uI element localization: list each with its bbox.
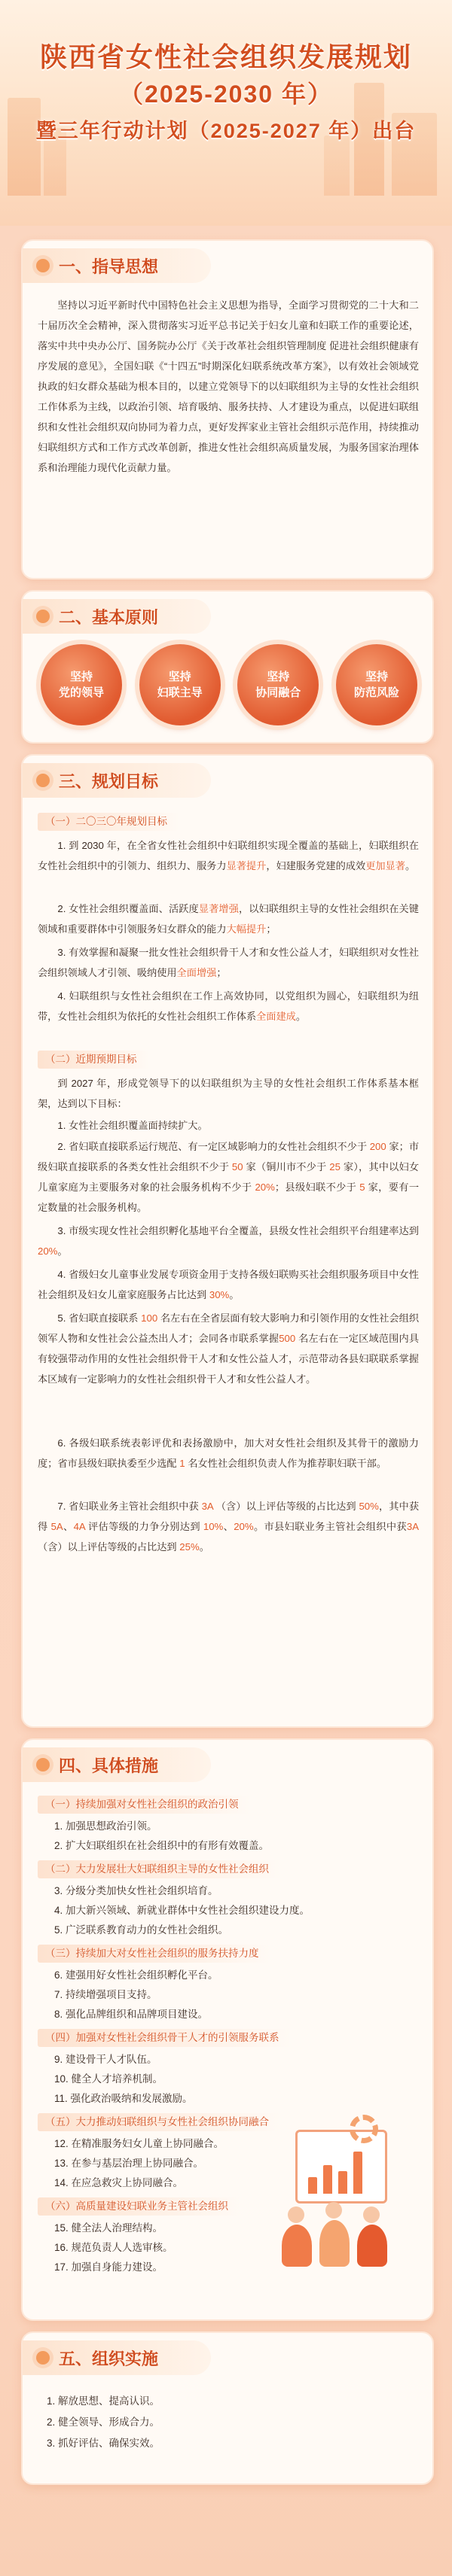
target-item <box>38 1136 419 1218</box>
implementation-item: 2. 健全领导、形成合力。 <box>47 2416 160 2428</box>
section-guiding-ideology <box>21 239 434 579</box>
measure-item: 6. 建强用好女性社会组织孵化平台。 <box>54 1969 218 1981</box>
measure-group-heading: （一）持续加强对女性社会组织的政治引领 <box>38 1796 251 1814</box>
highlight-number: 20% <box>38 1245 58 1257</box>
highlight-text: 全面增强 <box>176 967 217 978</box>
section-title: 三、规划目标 <box>59 771 159 791</box>
highlight-number: 10% <box>203 1521 224 1532</box>
target-item: 1. 女性社会组织覆盖面持续扩大。 <box>57 1120 208 1131</box>
section-title: 五、组织实施 <box>59 2349 159 2368</box>
section-header <box>23 763 211 798</box>
goal-paragraph <box>38 835 419 876</box>
bar-icon <box>308 2177 317 2194</box>
text: ； <box>266 923 276 935</box>
bullet-icon <box>36 259 50 272</box>
people-chart-illustration <box>280 2115 401 2273</box>
text: 家），其中以妇女儿童家庭为主要服务对象的社会服务机构不少于 <box>38 1161 420 1193</box>
target-item <box>38 1496 419 1557</box>
implementation-item: 3. 抓好评估、确保实效。 <box>47 2438 160 2449</box>
measure-item: 1. 加强思想政治引领。 <box>54 1820 157 1832</box>
text: 4. 省级妇女儿童事业发展专项资金用于支持各级妇联购买社会组织服务项目中女性社会组织及妇女儿童家庭服务占比达到 <box>38 1269 419 1300</box>
text: 2. 省妇联直接联系运行规范、有一定区域影响力的女性社会组织不少于 <box>57 1141 368 1152</box>
measure-item: 3. 分级分类加快女性社会组织培育。 <box>54 1885 218 1896</box>
principle-line: 妇联主导 <box>157 686 203 699</box>
highlight-number: 3A <box>406 1521 420 1532</box>
text: ； <box>216 967 227 978</box>
text: 3. 市级实现女性社会组织孵化基地平台全覆盖，县级女性社会组织平台组建率达到 <box>57 1225 419 1236</box>
text: 。 <box>295 1011 307 1022</box>
principle-badge <box>139 644 221 725</box>
principle-line: 坚持 <box>168 671 191 683</box>
person-icon <box>319 2220 350 2267</box>
text: 3. 有效掌握和凝聚一批女性社会组织骨干人才和女性公益人才，妇联组织对女性社会组织领域人才引领、吸纳使用 <box>38 947 419 978</box>
measure-group-heading: （二）大力发展壮大妇联组织主导的女性社会组织 <box>38 1860 281 1878</box>
highlight-number: 25% <box>179 1541 200 1553</box>
measure-item: 8. 强化品牌组织和品牌项目建设。 <box>54 2009 209 2020</box>
highlight-number: 50 <box>231 1161 243 1172</box>
text: 家（铜川市不少于 <box>246 1161 327 1172</box>
bullet-icon <box>36 774 50 787</box>
goal-paragraph <box>38 899 419 939</box>
person-icon <box>357 2225 387 2267</box>
section-planning-goals <box>21 754 434 1728</box>
section-header <box>23 248 211 283</box>
principle-line: 坚持 <box>267 671 290 683</box>
subsection-heading: （一）二〇三〇年规划目标 <box>38 813 179 831</box>
section-basic-principles <box>21 590 434 744</box>
bar-icon <box>353 2152 362 2194</box>
target-item <box>38 1264 419 1305</box>
principle-badge <box>41 644 122 725</box>
measure-group-heading: （四）加强对女性社会组织骨干人才的引领服务联系 <box>38 2029 292 2047</box>
text: 1. 到 2030 年，在全省女性社会组织中妇联组织实现全覆盖的基础上，妇联组织在女性社会组织中的引领力、组织力、服务力 <box>38 840 419 871</box>
text: 4. 妇联组织与女性社会组织在工作上高效协同，以党组织为圆心，妇联组织为纽带，女性社会组织为依托的女性社会组织工作体系 <box>38 990 419 1022</box>
principle-line: 协同融合 <box>255 686 301 699</box>
goal-paragraph <box>38 942 419 983</box>
measure-item: 10. 健全人才培养机制。 <box>54 2073 163 2085</box>
chart-board-icon <box>295 2130 387 2203</box>
person-icon <box>282 2225 312 2267</box>
section-title: 四、具体措施 <box>59 1756 159 1775</box>
text: 5. 省妇联直接联系 <box>57 1312 139 1324</box>
measure-item: 12. 在精准服务妇女儿童上协同融合。 <box>54 2138 224 2149</box>
text: 、 <box>223 1521 234 1532</box>
highlight-number: 30% <box>209 1289 230 1300</box>
text: （含）以上评估等级的占比达到 <box>38 1541 177 1553</box>
text: 家；市级妇联直接联系的各类女性社会组织不少于 <box>38 1141 420 1172</box>
text: 。 <box>229 1289 240 1300</box>
text: 评估等级的力争分别达到 <box>88 1521 200 1532</box>
highlight-number: 4A <box>73 1521 85 1532</box>
highlight-number: 5 <box>359 1182 365 1193</box>
measure-item: 4. 加大新兴领域、新就业群体中女性社会组织建设力度。 <box>54 1905 310 1916</box>
measure-item: 7. 持续增强项目支持。 <box>54 1989 157 2000</box>
text: ，以妇联组织主导的女性社会组织在关键领域和重要群体中引领服务妇女群众的能力 <box>38 903 419 935</box>
highlight-number: 25 <box>329 1161 341 1172</box>
highlight-text: 大幅提升 <box>226 923 267 935</box>
highlight-number: 20% <box>255 1182 275 1193</box>
decor-building <box>324 135 350 196</box>
measure-item: 5. 广泛联系教育动力的女性社会组织。 <box>54 1924 229 1936</box>
bar-icon <box>323 2165 332 2194</box>
decor-building <box>8 98 41 196</box>
text: 名女性社会组织负责人作为推荐职妇联干部。 <box>188 1458 387 1469</box>
text: 、 <box>63 1521 74 1532</box>
page-title-years: （2025-2030 年） <box>119 81 333 108</box>
section-paragraph: 坚持以习近平新时代中国特色社会主义思想为指导，全面学习贯彻党的二十大和二十届历次全会精神，深入贯彻落实习近平总书记关于妇女儿童和妇联工作的重要论述，落实中共中央办公厅、国务院办公厅《关于改革社会组织管理制度 促进社会组织健康有序发展的意见》，全国妇联《“十四五”时期深化妇联系统改革方案》，以有效社会领域党执政的妇女群众基础为根本目的，以建立党领导下的以妇联组织为主导的女性社会组织工作体系为主线，以政治引领、培育吸纳、服务扶持、人才建设为重点，以促进妇联组织和女性社会组织双向协同为着力点，更好发挥家业主管社会组织示范作用，持续推动妇联组织方式和工作方式改革创新，推进女性社会组织高质量发展，为服务国家治理体系和治理能力现代化贡献力量。 <box>38 300 419 473</box>
principle-line: 党的领导 <box>58 686 104 699</box>
text: （含）以上评估等级的占比达到 <box>215 1501 356 1512</box>
goal-paragraph <box>38 986 419 1026</box>
text: 。市县妇联业务主管社会组织中获 <box>253 1521 407 1532</box>
gear-icon <box>350 2115 378 2143</box>
text: ，其中获得 <box>38 1501 420 1532</box>
text: 。 <box>405 860 416 871</box>
highlight-text: 显著提升 <box>226 860 267 871</box>
target-item <box>38 1308 419 1389</box>
section-header <box>23 599 211 634</box>
principle-line: 防范风险 <box>353 686 399 699</box>
measure-group-heading: （六）高质量建设妇联业务主管社会组织 <box>38 2197 240 2216</box>
highlight-number: 200 <box>369 1141 386 1152</box>
highlight-text: 全面建成 <box>256 1011 296 1022</box>
page-subtitle: 暨三年行动计划（2025-2027 年）出台 <box>35 120 417 142</box>
section-organization-implementation <box>21 2331 434 2485</box>
highlight-text: 显著增强 <box>198 903 239 914</box>
highlight-number: 1 <box>179 1458 185 1469</box>
principle-badge <box>336 644 417 725</box>
measure-item: 16. 规范负责人人选审核。 <box>54 2242 173 2253</box>
section-header <box>23 1747 211 1782</box>
highlight-number: 20% <box>234 1521 254 1532</box>
subsection-heading: （二）近期预期目标 <box>38 1051 149 1069</box>
measure-group-heading: （三）持续加大对女性社会组织的服务扶持力度 <box>38 1945 271 1963</box>
highlight-number: 50% <box>359 1501 379 1512</box>
highlight-number: 3A <box>201 1501 213 1512</box>
person-head-icon <box>363 2206 380 2223</box>
person-head-icon <box>288 2206 304 2223</box>
bar-icon <box>338 2171 347 2194</box>
measure-item: 15. 健全法人治理结构。 <box>54 2222 163 2234</box>
measure-group-heading: （五）大力推动妇联组织与女性社会组织协同融合 <box>38 2113 281 2131</box>
header-banner <box>0 0 452 226</box>
text: 2. 女性社会组织覆盖面、活跃度 <box>57 903 199 914</box>
highlight-number: 100 <box>141 1312 158 1324</box>
target-item <box>38 1433 419 1474</box>
section-title: 一、指导思想 <box>59 257 159 276</box>
bullet-icon <box>36 610 50 623</box>
target-item <box>38 1221 419 1261</box>
principle-badge <box>237 644 319 725</box>
text: 7. 省妇联业务主管社会组织中获 <box>57 1501 199 1512</box>
measure-item: 9. 建设骨干人才队伍。 <box>54 2054 157 2065</box>
implementation-item: 1. 解放思想、提高认识。 <box>47 2395 160 2407</box>
measure-item: 11. 强化政治吸纳和发展激励。 <box>54 2093 193 2104</box>
section-title: 二、基本原则 <box>59 607 159 627</box>
text: 家，要有一定数量的社会服务机构。 <box>38 1182 420 1213</box>
highlight-number: 500 <box>279 1333 296 1344</box>
bullet-icon <box>36 1758 50 1772</box>
person-head-icon <box>325 2202 342 2219</box>
text: ；县级妇联不少于 <box>274 1182 357 1193</box>
measure-item: 14. 在应急救灾上协同融合。 <box>54 2177 184 2188</box>
measure-item: 2. 扩大妇联组织在社会组织中的有形有效覆盖。 <box>54 1840 270 1851</box>
principles-row <box>41 644 417 725</box>
page-title: 陕西省女性社会组织发展规划 <box>39 41 412 72</box>
principle-line: 坚持 <box>365 671 388 683</box>
text: 名左右在一定区域范围内具有较强带动作用的女性社会组织骨干人才和女性公益人才，示范带动各县妇联联系掌握本区域有一定影响力的女性社会组织骨干人才和女性公益人才。 <box>38 1333 420 1385</box>
text: 。 <box>199 1541 209 1553</box>
measure-item: 13. 在参与基层治理上协同融合。 <box>54 2158 204 2169</box>
section-header <box>23 2340 211 2375</box>
text: 。 <box>57 1245 68 1257</box>
measure-item: 17. 加强自身能力建设。 <box>54 2261 163 2273</box>
highlight-text: 更加显著 <box>365 860 405 871</box>
text: 6. 各级妇联系统表彰评优和表扬激励中，加大对女性社会组织及其骨干的激励力度；省市县级妇联执委至少选配 <box>38 1437 419 1469</box>
text: ，妇建服务党建的成效 <box>266 860 366 871</box>
principle-line: 坚持 <box>69 671 93 683</box>
goal-intro: 到 2027 年，形成党领导下的以妇联组织为主导的女性社会组织工作体系基本框架，达到以下目标： <box>38 1078 419 1109</box>
text: 名左右在全省层面有较大影响力和引领作用的女性社会组织领军人物和女性社会公益杰出人才；会同各市联系掌握 <box>38 1312 420 1344</box>
highlight-number: 5A <box>50 1521 63 1532</box>
bullet-icon <box>36 2351 50 2365</box>
